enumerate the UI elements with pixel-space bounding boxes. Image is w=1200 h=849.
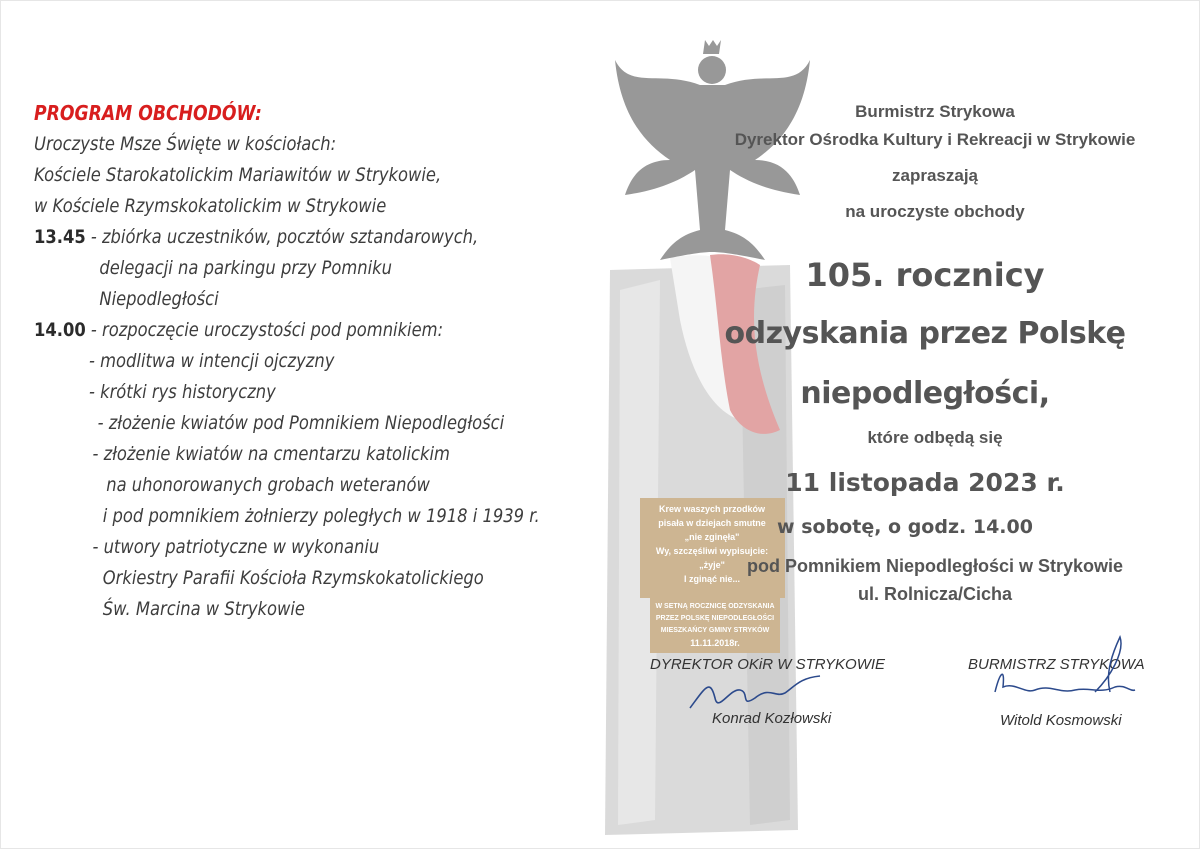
signature-right-title: BURMISTRZ STRYKOWA <box>968 656 1145 673</box>
program-line-text: - krótki rys historyczny <box>89 381 276 403</box>
program-line-text: - utwory patriotyczne w wykonaniu <box>92 536 380 558</box>
program-line-text: - zbiórka uczestników, pocztów sztandarowych, <box>85 226 479 248</box>
program-line-text: Uroczyste Msze Święte w kościołach: <box>34 133 337 155</box>
program-time: 14.00 <box>34 319 86 341</box>
which-text: które odbędą się <box>867 428 1003 447</box>
program-line <box>34 377 516 408</box>
invite-to: na uroczyste obchody <box>845 202 1025 221</box>
program-line-text: Kościele Starokatolickim Mariawitów w Strykowie, <box>34 164 442 186</box>
program-line <box>34 315 516 346</box>
plaque-poem-line: I zginąć nie... <box>683 574 741 584</box>
plaque-poem-line: Krew waszych przodków <box>658 504 766 514</box>
event-date: 11 listopada 2023 r. <box>785 468 1065 497</box>
program-list <box>34 129 540 625</box>
program-line-text: i pod pomnikiem żołnierzy poległych w 1918 i 1939 r. <box>102 505 540 527</box>
plaque-dedication-line: MIESZKAŃCY GMINY STRYKÓW <box>660 627 770 634</box>
program-line <box>34 408 516 439</box>
program-line-text: Niepodległości <box>99 288 219 310</box>
program-line <box>34 346 516 377</box>
program-line-text: Orkiestry Parafii Kościoła Rzymskokatolickiego <box>102 567 484 589</box>
title-line-2: niepodległości, <box>800 376 1050 411</box>
signature-left-name: Konrad Kozłowski <box>712 710 832 727</box>
signature-left-title: DYREKTOR OKiR W STRYKOWIE <box>650 656 886 673</box>
program-line-text: delegacji na parkingu przy Pomniku <box>99 257 392 279</box>
signature-right-name: Witold Kosmowski <box>1000 712 1122 729</box>
program-line <box>34 501 540 532</box>
anniversary: 105. rocznicy <box>805 256 1045 294</box>
program-section <box>34 98 540 625</box>
program-line <box>34 470 516 501</box>
plaque-poem-line: „żyje" <box>699 560 725 570</box>
eagle-icon <box>615 40 810 260</box>
program-line-text: - modlitwa w intencji ojczyzny <box>89 350 335 372</box>
program-line <box>34 253 516 284</box>
program-line <box>34 563 516 594</box>
program-line <box>34 532 516 563</box>
program-line-text: w Kościele Rzymskokatolickim w Strykowie <box>34 195 387 217</box>
plaque-poem-line: „nie zginęła" <box>684 532 740 542</box>
event-place: pod Pomnikiem Niepodległości w Strykowie <box>746 556 1124 576</box>
program-line-text: Św. Marcina w Strykowie <box>102 598 305 620</box>
program-line <box>34 222 516 253</box>
program-heading: PROGRAM OBCHODÓW: <box>34 101 262 125</box>
plaque-poem-line: pisała w dziejach smutne <box>658 518 766 528</box>
event-day-time: w sobotę, o godz. 14.00 <box>777 516 1033 538</box>
plaque-poem-line: Wy, szczęśliwi wypisujcie: <box>655 546 769 556</box>
signature-right-scribble <box>975 632 1145 712</box>
program-time: 13.45 <box>34 226 86 248</box>
program-line-text: na uhonorowanych grobach weteranów <box>106 474 430 496</box>
event-address: ul. Rolnicza/Cicha <box>857 584 1013 604</box>
plaque-dedication-line: PRZEZ POLSKĘ NIEPODLEGŁOŚCI <box>655 615 775 622</box>
program-line <box>34 160 516 191</box>
plaque-dedication-line: W SETNĄ ROCZNICĘ ODZYSKANIA <box>655 603 775 610</box>
host-director: Dyrektor Ośrodka Kultury i Rekreacji w Strykowie <box>734 130 1136 149</box>
title-line-1: odzyskania przez Polskę <box>724 316 1126 351</box>
program-line <box>34 191 516 222</box>
program-line-text: - złożenie kwiatów pod Pomnikiem Niepodległości <box>97 412 505 434</box>
host-mayor: Burmistrz Strykowa <box>855 102 1015 121</box>
plaque-dedication-line: 11.11.2018r. <box>690 638 740 648</box>
program-line <box>34 129 516 160</box>
program-line-text: - rozpoczęcie uroczystości pod pomnikiem: <box>85 319 444 341</box>
program-line-text: - złożenie kwiatów na cmentarzu katolickim <box>92 443 450 465</box>
invite-verb: zapraszają <box>892 166 978 185</box>
plaque-poem <box>640 498 785 598</box>
program-line <box>34 284 516 315</box>
program-line <box>34 594 516 625</box>
program-line <box>34 439 516 470</box>
